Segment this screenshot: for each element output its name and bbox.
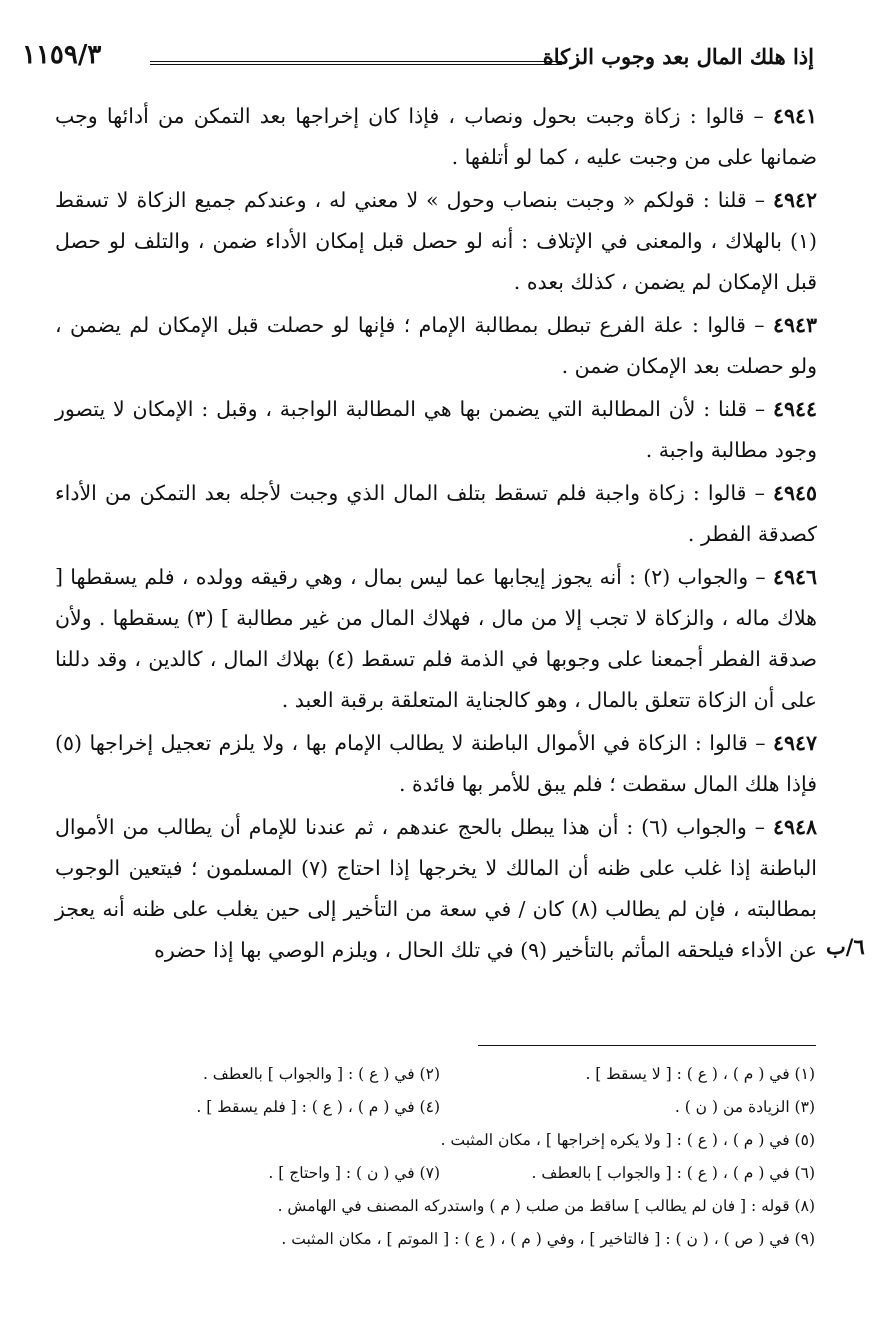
paragraph-text: – قلنا : لأن المطالبة التي يضمن بها هي المطالبة الواجبة ، وقبل : الإمكان لا يتصور وجود مطالبة واجبة .	[55, 397, 817, 462]
header-rule	[150, 61, 562, 65]
footnote-4: (٤) في ( م ) ، ( ع ) : [ فلم يسقط ] .	[196, 1098, 440, 1116]
paragraph-4946	[55, 557, 817, 721]
footnote-row	[130, 1190, 815, 1223]
paragraph-4947	[55, 723, 817, 805]
paragraph-number: ٤٩٤٧	[772, 731, 817, 755]
paragraph-text: – والجواب (٦) : أن هذا يبطل بالحج عندهم ، ثم عندنا للإمام أن يطالب من الأموال الباطنة إذا غلب على ظنه أن المالك لا يخرجها إذا احتاج (٧) المسلمون ؛ فيتعين الوجوب بمطالبته ، فإن لم يطالب (٨) كان / في سعة من التأخير إلى حين يغلب على ظنه أنه يعجز عن الأداء فيلحقه المأثم بالتأخير (٩) في تلك الحال ، ويلزم الوصي بها إذا حضره	[55, 815, 817, 962]
paragraph-4941	[55, 96, 817, 178]
footnote-7: (٧) في ( ن ) : [ واحتاج ] .	[268, 1164, 440, 1182]
paragraph-4944	[55, 389, 817, 471]
paragraph-number: ٤٩٤٢	[772, 188, 817, 212]
paragraph-4948	[55, 807, 817, 971]
running-title: إذا هلك المال بعد وجوب الزكاة	[542, 44, 814, 69]
paragraph-text: – قالوا : علة الفرع تبطل بمطالبة الإمام ؛ فإنها لو حصلت قبل الإمكان لم يضمن ، ولو حصلت بعد الإمكان ضمن .	[55, 313, 817, 378]
paragraph-4945	[55, 473, 817, 555]
footnote-row	[130, 1091, 815, 1124]
main-text	[55, 96, 817, 973]
footnotes	[130, 1058, 815, 1256]
footnote-5: (٥) في ( م ) ، ( ع ) : [ ولا يكره إخراجها ] ، مكان المثبت .	[440, 1131, 815, 1149]
footnote-separator	[478, 1045, 816, 1046]
paragraph-number: ٤٩٤٨	[772, 815, 817, 839]
footnote-row	[130, 1124, 815, 1157]
paragraph-text: – قالوا : زكاة وجبت بحول ونصاب ، فإذا كان إخراجها بعد التمكن من أدائها وجب ضمانها على من وجبت عليه ، كما لو أتلفها .	[55, 104, 817, 169]
footnote-row	[130, 1223, 815, 1256]
footnote-6: (٦) في ( م ) ، ( ع ) : [ والجواب ] بالعطف .	[531, 1164, 815, 1182]
paragraph-number: ٤٩٤١	[772, 104, 817, 128]
paragraph-text: – قالوا : زكاة واجبة فلم تسقط بتلف المال الذي وجبت لأجله بعد التمكن من الأداء كصدقة الفطر .	[55, 481, 817, 546]
paragraph-4942	[55, 180, 817, 303]
page-header	[22, 40, 814, 84]
footnote-9: (٩) في ( ص ) ، ( ن ) : [ فالتاخير ] ، وفي ( م ) ، ( ع ) : [ الموتم ] ، مكان المثبت .	[281, 1230, 815, 1248]
manuscript-folio-marker: ٦/ب	[826, 934, 865, 959]
paragraph-number: ٤٩٤٦	[772, 565, 817, 589]
paragraph-text: – قلنا : قولكم « وجبت بنصاب وحول » لا معني له ، وعندكم جميع الزكاة لا تسقط (١) بالهلاك ، والمعنى في الإتلاف : أنه لو حصل قبل إمكان الأداء ضمن ، والتلف لو حصل قبل الإمكان لم يضمن ، كذلك بعده .	[55, 188, 817, 294]
paragraph-text: – قالوا : الزكاة في الأموال الباطنة لا يطالب الإمام بها ، ولا يلزم تعجيل إخراجها (٥) فإذا هلك المال سقطت ؛ فلم يبق للأمر بها فائدة .	[55, 731, 817, 796]
footnote-row	[130, 1157, 815, 1190]
paragraph-number: ٤٩٤٥	[772, 481, 817, 505]
footnote-2: (٢) في ( ع ) : [ والجواب ] بالعطف .	[202, 1065, 440, 1083]
paragraph-number: ٤٩٤٤	[772, 397, 817, 421]
page-number: ١١٥٩/٣	[22, 40, 102, 70]
paragraph-4943	[55, 305, 817, 387]
paragraph-number: ٤٩٤٣	[772, 313, 817, 337]
paragraph-text: – والجواب (٢) : أنه يجوز إيجابها عما ليس بمال ، وهي رقيقه وولده ، فلم يسقطها [ هلاك ماله ، والزكاة لا تجب إلا من مال ، فهلاك المال من غير مطالبة ] (٣) يسقطها . ولأن صدقة الفطر أجمعنا على وجوبها في الذمة فلم تسقط (٤) بهلاك المال ، كالدين ، وقد دللنا على أن الزكاة تتعلق بالمال ، وهو كالجناية المتعلقة برقبة العبد .	[55, 565, 817, 712]
footnote-1: (١) في ( م ) ، ( ع ) : [ لا يسقط ] .	[585, 1065, 815, 1083]
footnote-3: (٣) الزيادة من ( ن ) .	[674, 1098, 815, 1116]
footnote-row	[130, 1058, 815, 1091]
footnote-8: (٨) قوله : [ فان لم يطالب ] ساقط من صلب ( م ) واستدركه المصنف في الهامش .	[277, 1197, 815, 1215]
